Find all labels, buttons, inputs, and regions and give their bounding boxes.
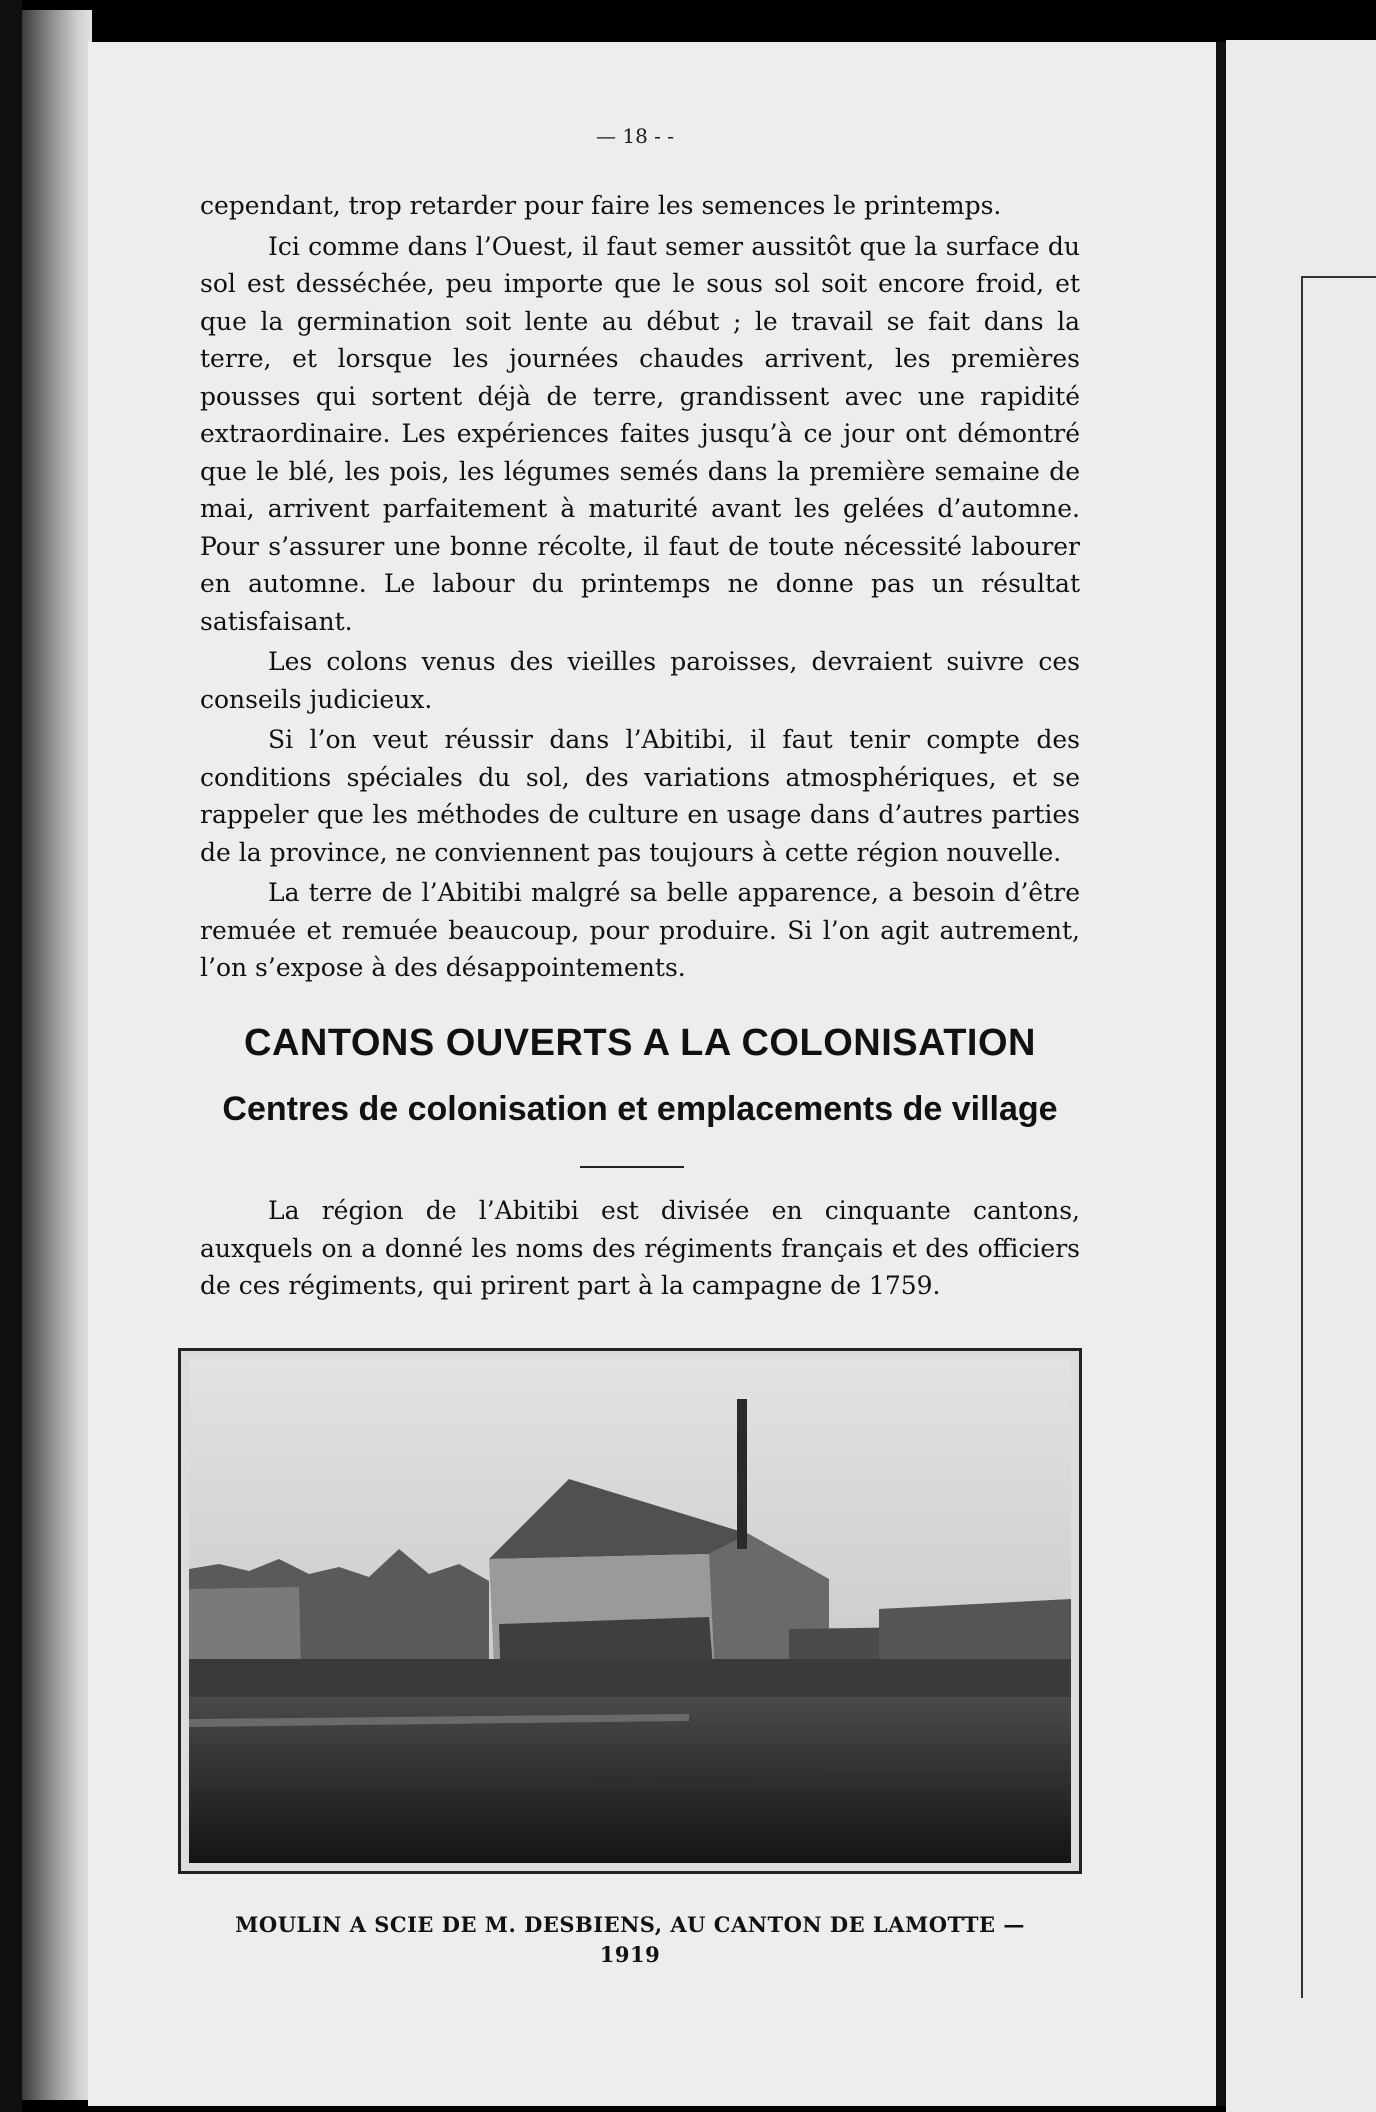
caption-line: MOULIN A SCIE DE M. DESBIENS, AU CANTON DE LAMOTTE — [235, 1912, 1025, 1937]
paragraph: Si l’on veut réussir dans l’Abitibi, il faut tenir compte des conditions spéciales du sol, des variations atmosphériques, et se rappeler que les méthodes de culture en usage dans d’autres parties de la province, ne conviennent pas toujours à cette région nouvelle. [200, 725, 1080, 867]
book-binding [22, 10, 92, 2100]
paragraph: La région de l’Abitibi est divisée en cinquante cantons, auxquels on a donné les noms des régiments français et des officiers de ces régiments, qui prirent part à la campagne de 1759. [200, 1196, 1080, 1300]
divider-rule [580, 1166, 684, 1168]
caption-year: 1919 [599, 1942, 661, 1967]
paragraph: Ici comme dans l’Ouest, il faut semer aussitôt que la surface du sol est desséchée, peu importe que le sous sol soit encore froid, et que la germination soit lente au début ; le travail se fait dans la terre, et lorsque les journées chaudes arrivent, les premières pousses qui sortent déjà de terre, grandissent avec une rapidité extraordinaire. Les expériences faites jusqu’à ce jour ont démontré que le blé, les pois, les légumes semés dans la première semaine de mai, arrivent parfaitement à maturité avant les gelées d’automne. Pour s’assurer une bonne récolte, il faut de toute nécessité labourer en automne. Le labour du printemps ne donne pas un résultat satisfaisant. [200, 231, 1080, 636]
scan-left-edge [0, 0, 22, 2112]
paragraph: Les colons venus des vieilles paroisses, devraient suivre ces conseils judicieux. [200, 647, 1080, 714]
facing-page-frame [1301, 276, 1376, 1998]
page-gutter [1216, 42, 1226, 2106]
section-heading: CANTONS OUVERTS A LA COLONISATION [244, 1022, 1036, 1064]
page-number: — 18 - - [596, 124, 675, 148]
photo-caption [170, 1910, 1090, 1970]
photograph-frame [178, 1348, 1082, 1874]
facing-page [1226, 40, 1376, 2112]
section-subheading: Centres de colonisation et emplacements de village [222, 1090, 1058, 1128]
paragraph: La terre de l’Abitibi malgré sa belle apparence, a besoin d’être remuée et remuée beaucoup, pour produire. Si l’on agit autrement, l’on s’expose à des désappointements. [200, 878, 1080, 982]
sawmill-photograph [189, 1359, 1071, 1863]
body-text-bottom [200, 1192, 1080, 1308]
paragraph: cependant, trop retarder pour faire les semences le printemps. [200, 191, 1002, 220]
body-text-top [200, 187, 1080, 990]
